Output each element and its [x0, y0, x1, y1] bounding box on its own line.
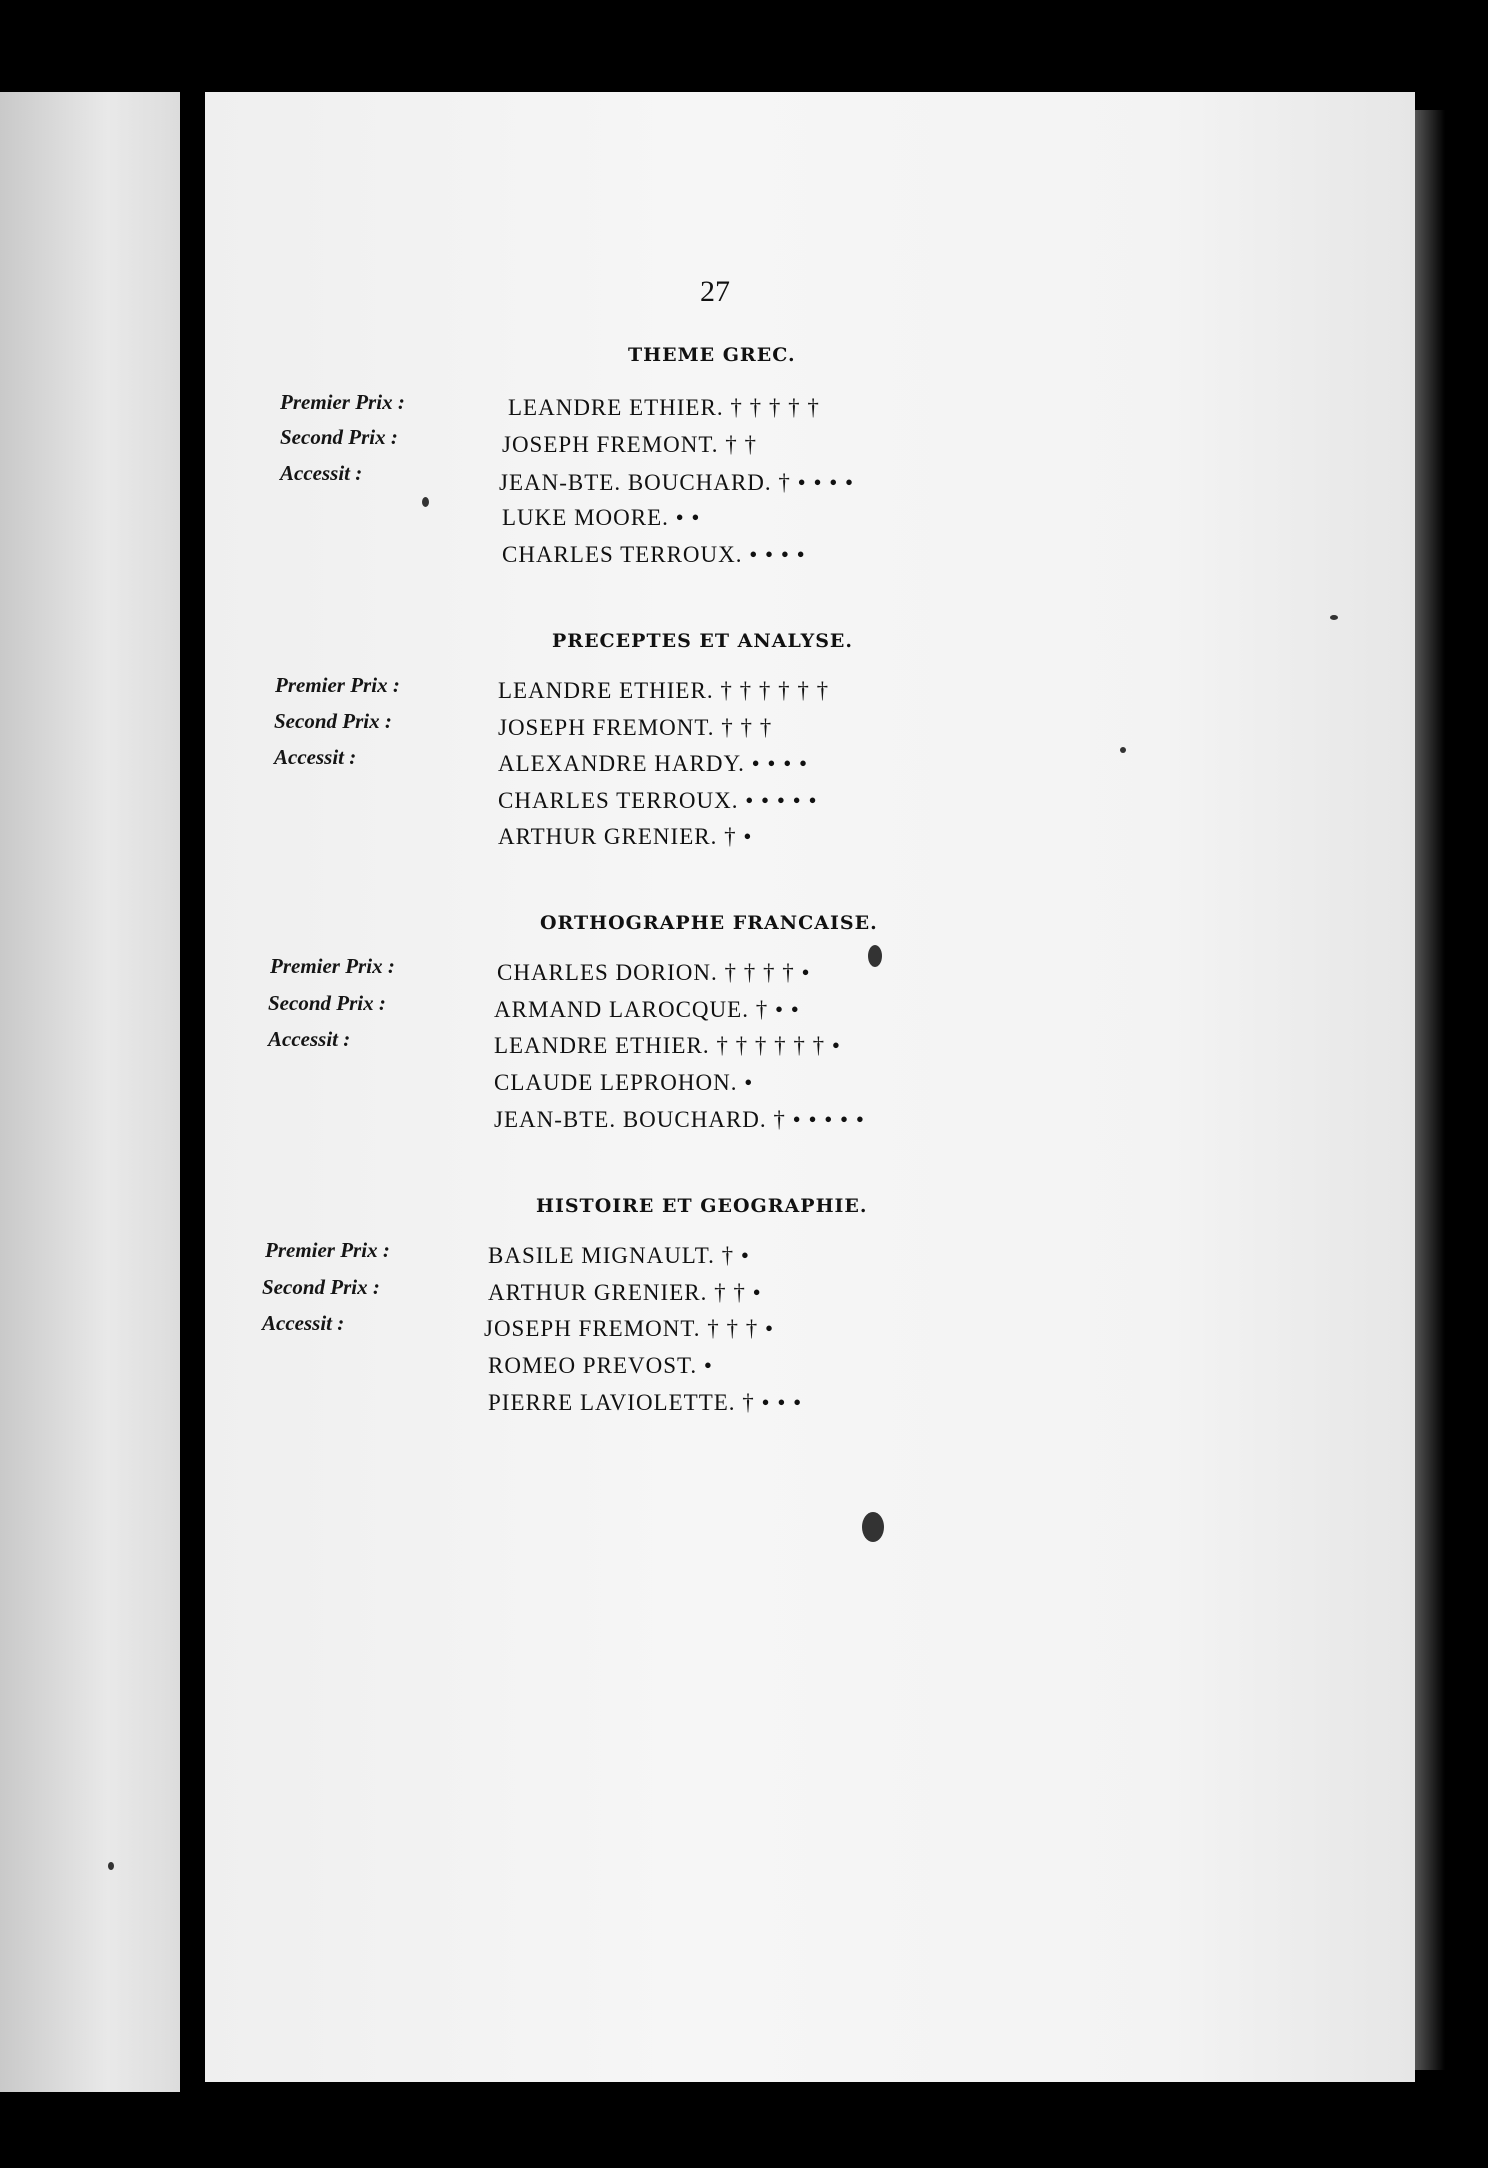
section-title: ORTHOGRAPHE FRANCAISE.: [540, 912, 878, 934]
section-title: PRECEPTES ET ANALYSE.: [552, 630, 854, 652]
award-label: Accessit :: [268, 1027, 351, 1051]
section-title: HISTOIRE ET GEOGRAPHIE.: [536, 1195, 868, 1217]
ink-speck: [108, 1862, 114, 1870]
winner-name: ARTHUR GRENIER. † •: [498, 824, 753, 849]
left-page-edge: [0, 92, 180, 2092]
page-number: 27: [700, 275, 730, 308]
section-title: THEME GREC.: [628, 344, 796, 366]
winner-name: CLAUDE LEPROHON. •: [494, 1070, 754, 1095]
page-shadow: [1415, 110, 1445, 2070]
ink-speck: [862, 1512, 884, 1542]
winner-name: LUKE MOORE. • •: [502, 505, 701, 530]
ink-speck: [1120, 747, 1126, 753]
award-label: Premier Prix :: [280, 390, 405, 414]
winner-name: JEAN-BTE. BOUCHARD. † • • • • •: [494, 1107, 865, 1132]
award-label: Accessit :: [274, 745, 357, 769]
winner-name: CHARLES TERROUX. • • • •: [502, 542, 806, 567]
winner-name: LEANDRE ETHIER. † † † † † † •: [494, 1033, 841, 1058]
award-label: Second Prix :: [274, 709, 392, 733]
award-label: Premier Prix :: [265, 1238, 390, 1262]
award-label: Accessit :: [262, 1311, 345, 1335]
award-label: Second Prix :: [280, 425, 398, 449]
award-label: Second Prix :: [262, 1275, 380, 1299]
award-label: Premier Prix :: [275, 673, 400, 697]
winner-name: JEAN-BTE. BOUCHARD. † • • • •: [499, 470, 855, 495]
winner-name: LEANDRE ETHIER. † † † † †: [508, 395, 820, 420]
winner-name: ALEXANDRE HARDY. • • • •: [498, 751, 809, 776]
ink-speck: [868, 945, 882, 967]
award-label: Premier Prix :: [270, 954, 395, 978]
winner-name: CHARLES TERROUX. • • • • •: [498, 788, 818, 813]
winner-name: BASILE MIGNAULT. † •: [488, 1243, 750, 1268]
winner-name: JOSEPH FREMONT. † †: [502, 432, 757, 457]
winner-name: CHARLES DORION. † † † † •: [497, 960, 811, 985]
winner-name: JOSEPH FREMONT. † † † •: [484, 1316, 775, 1341]
ink-speck: [422, 497, 429, 507]
winner-name: ARMAND LAROCQUE. † • •: [494, 997, 800, 1022]
winner-name: ARTHUR GRENIER. † † •: [488, 1280, 762, 1305]
winner-name: ROMEO PREVOST. •: [488, 1353, 713, 1378]
winner-name: LEANDRE ETHIER. † † † † † †: [498, 678, 830, 703]
winner-name: JOSEPH FREMONT. † † †: [498, 715, 773, 740]
ink-speck: [1330, 615, 1338, 620]
winner-name: PIERRE LAVIOLETTE. † • • •: [488, 1390, 803, 1415]
award-label: Second Prix :: [268, 991, 386, 1015]
award-label: Accessit :: [280, 461, 363, 485]
